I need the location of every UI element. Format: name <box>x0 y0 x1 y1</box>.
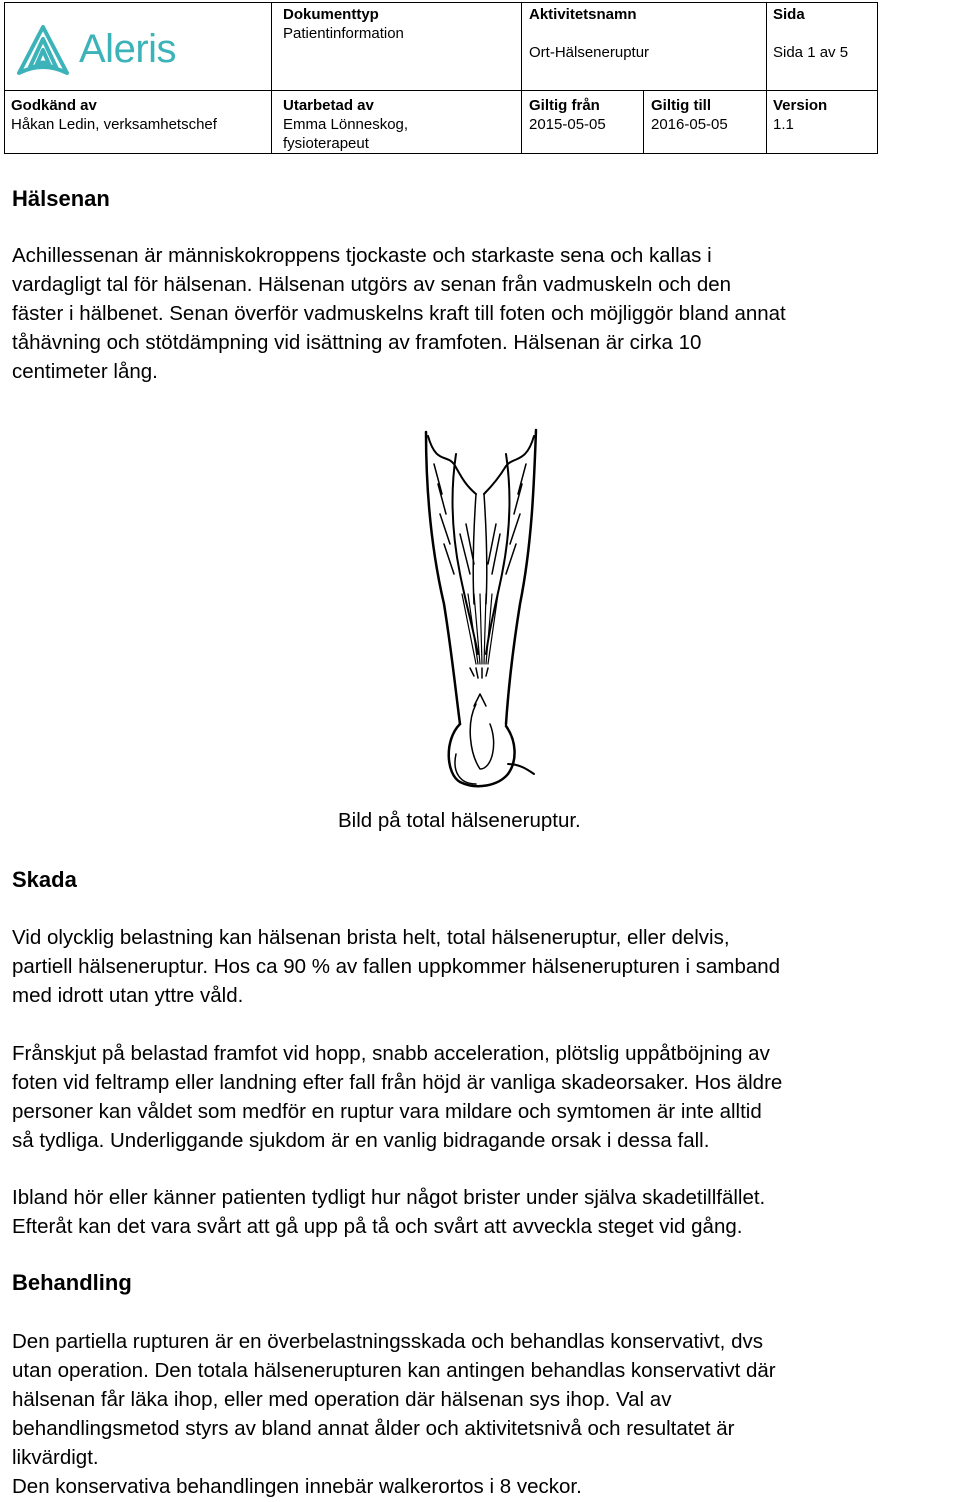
text-line: Frånskjut på belastad framfot vid hopp, snabb acceleration, plötslig uppåtböjning av <box>12 1042 770 1065</box>
figure-caption: Bild på total hälseneruptur. <box>338 809 581 832</box>
document-type-value: Patientinformation <box>283 25 404 42</box>
text-line: Achillessenan är människokroppens tjockaste och starkaste sena och kallas i <box>12 244 712 267</box>
halsenan-paragraph <box>12 241 958 386</box>
document-type-label: Dokumenttyp <box>283 6 379 23</box>
activity-name-cell <box>529 5 649 62</box>
page-value: Sida 1 av 5 <box>773 44 849 61</box>
text-line: Den konservativa behandlingen innebär walkerortos i 8 veckor. <box>12 1475 582 1498</box>
version-value: 1.1 <box>773 116 794 133</box>
page-cell <box>773 5 848 62</box>
achilles-tendon-illustration <box>416 424 546 796</box>
text-line: partiell hälseneruptur. Hos ca 90 % av fallen uppkommer hälsenerupturen i samband <box>12 955 781 978</box>
version-label: Version <box>773 97 828 114</box>
text-line: centimeter lång. <box>12 360 158 383</box>
section-title-behandling: Behandling <box>12 1270 132 1295</box>
logo-wordmark: Aleris <box>79 27 177 71</box>
valid-to-label: Giltig till <box>651 97 711 114</box>
header-divider <box>5 90 877 91</box>
prepared-by-cell <box>283 96 408 153</box>
text-line: tåhävning och stötdämpning vid isättning av framfoten. Hälsenan är cirka 10 <box>12 331 702 354</box>
skada-paragraph-1 <box>12 923 958 1010</box>
text-line: vardagligt tal för hälsenan. Hälsenan utgörs av senan från vadmuskeln och den <box>12 273 732 296</box>
page-label: Sida <box>773 6 805 23</box>
text-line: så tydliga. Underliggande sjukdom är en vanlig bidragande orsak i dessa fall. <box>12 1129 710 1152</box>
document-header <box>4 2 878 154</box>
text-line: Ibland hör eller känner patienten tydligt hur något brister under själva skadetillfället. <box>12 1186 766 1209</box>
skada-paragraph-3 <box>12 1183 958 1241</box>
behandling-paragraph-1 <box>12 1327 958 1501</box>
document-type-cell <box>283 5 404 43</box>
aleris-logo-icon <box>13 23 73 81</box>
text-line: personer kan våldet som medför en ruptur vara mildare och symtomen är inte alltid <box>12 1100 762 1123</box>
prepared-by-value: Emma Lönneskog, <box>283 116 409 133</box>
text-line: med idrott utan yttre våld. <box>12 984 244 1007</box>
text-line: Vid olycklig belastning kan hälsenan brista helt, total hälseneruptur, eller delvis, <box>12 926 730 949</box>
version-cell <box>773 96 827 134</box>
skada-paragraph-2 <box>12 1039 958 1155</box>
text-line: behandlingsmetod styrs av bland annat ålder och aktivitetsnivå och resultatet är <box>12 1417 735 1440</box>
section-title-skada: Skada <box>12 867 77 892</box>
approved-by-label: Godkänd av <box>11 97 97 114</box>
header-divider <box>271 3 272 153</box>
activity-name-value: Ort-Hälseneruptur <box>529 44 650 61</box>
text-line: likvärdigt. <box>12 1446 99 1469</box>
approved-by-cell <box>11 96 217 134</box>
text-line: fäster i hälbenet. Senan överför vadmuskelns kraft till foten och möjliggör bland annat <box>12 302 786 325</box>
aleris-logo <box>13 23 183 81</box>
text-line: utan operation. Den totala hälsenerupturen kan antingen behandlas konservativt där <box>12 1359 776 1382</box>
section-title-halsenan: Hälsenan <box>12 186 110 211</box>
valid-from-value: 2015-05-05 <box>529 116 606 133</box>
text-line: Den partiella rupturen är en överbelastningsskada och behandlas konservativt, dvs <box>12 1330 763 1353</box>
approved-by-value: Håkan Ledin, verksamhetschef <box>11 116 217 133</box>
valid-from-label: Giltig från <box>529 97 600 114</box>
text-line: hälsenan får läka ihop, eller med operation där hälsenan sys ihop. Val av <box>12 1388 672 1411</box>
text-line: Efteråt kan det vara svårt att gå upp på tå och svårt att avveckla steget vid gång. <box>12 1215 743 1238</box>
activity-name-label: Aktivitetsnamn <box>529 6 637 23</box>
prepared-by-role: fysioterapeut <box>283 135 369 152</box>
valid-from-cell <box>529 96 606 134</box>
header-divider <box>643 90 644 153</box>
valid-to-value: 2016-05-05 <box>651 116 728 133</box>
text-line: foten vid feltramp eller landning efter fall från höjd är vanliga skadeorsaker. Hos äldre <box>12 1071 783 1094</box>
valid-to-cell <box>651 96 728 134</box>
header-divider <box>766 3 767 153</box>
prepared-by-label: Utarbetad av <box>283 97 374 114</box>
header-divider <box>521 3 522 153</box>
